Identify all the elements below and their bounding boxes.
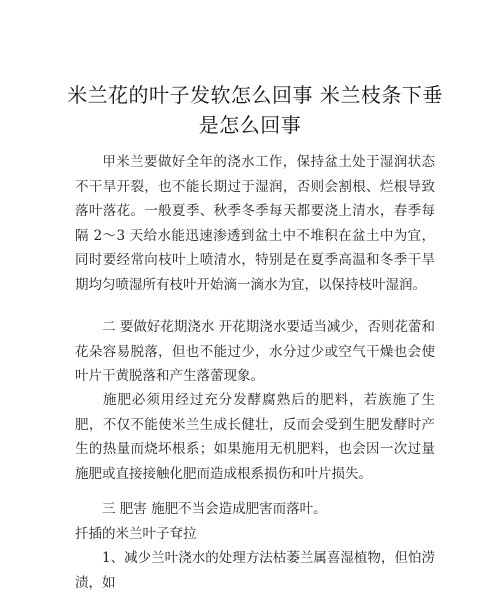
paragraph-fertilizing: [75, 388, 435, 486]
paragraph-watering: [75, 150, 435, 297]
title-line-1: 米兰花的叶子发软怎么回事 米兰枝条下垂: [67, 83, 443, 107]
paragraph-text: 施肥必须用经过充分发酵腐熟后的肥料，若族施了生肥，不仅不能使米兰生成长健壮，反而会受到生肥发酵时产生的热量而烧坏根系；如果施用无机肥料，也会因一次过量施肥或直接接触化肥而造成根系损伤和叶片损失。: [75, 392, 435, 482]
subheading-cuttings: [75, 522, 435, 547]
article-title: [0, 80, 500, 140]
paragraph-fertilizer-damage: [75, 497, 435, 522]
subheading-text: 扦插的米兰叶子耷拉: [75, 526, 197, 542]
title-line-2: 是怎么回事: [198, 113, 302, 137]
paragraph-text: 二 要做好花期浇水 开花期浇水要适当减少，否则花蕾和花朵容易脱落，但也不能过少，水分过少或空气干燥也会使叶片干黄脱落和产生落蕾现象。: [75, 319, 435, 384]
paragraph-text: 1、减少兰叶浇水的处理方法枯萎兰属喜湿植物，但怕涝渍，如: [75, 550, 435, 591]
paragraph-text: 甲米兰要做好全年的浇水工作，保持盆土处于湿润状态不干旱开裂，也不能长期过于湿润，否则会割根、烂根导致落叶落花。一般夏季、秋季冬季每天都要浇上清水，春季每隔 2～3 天给水能迅速渗透到盆土中不堆积在盆土中为宜，同时要经常向枝叶上喷清水，特别是在夏季高温和冬季干旱期均匀喷湿所有枝叶开始滴一滴水为宜，以保持枝叶湿润。: [75, 154, 435, 293]
paragraph-reduce-watering: [75, 546, 435, 595]
paragraph-text: 三 肥害 施肥不当会造成肥害而落叶。: [102, 501, 327, 517]
paragraph-flowering-watering: [75, 315, 435, 389]
